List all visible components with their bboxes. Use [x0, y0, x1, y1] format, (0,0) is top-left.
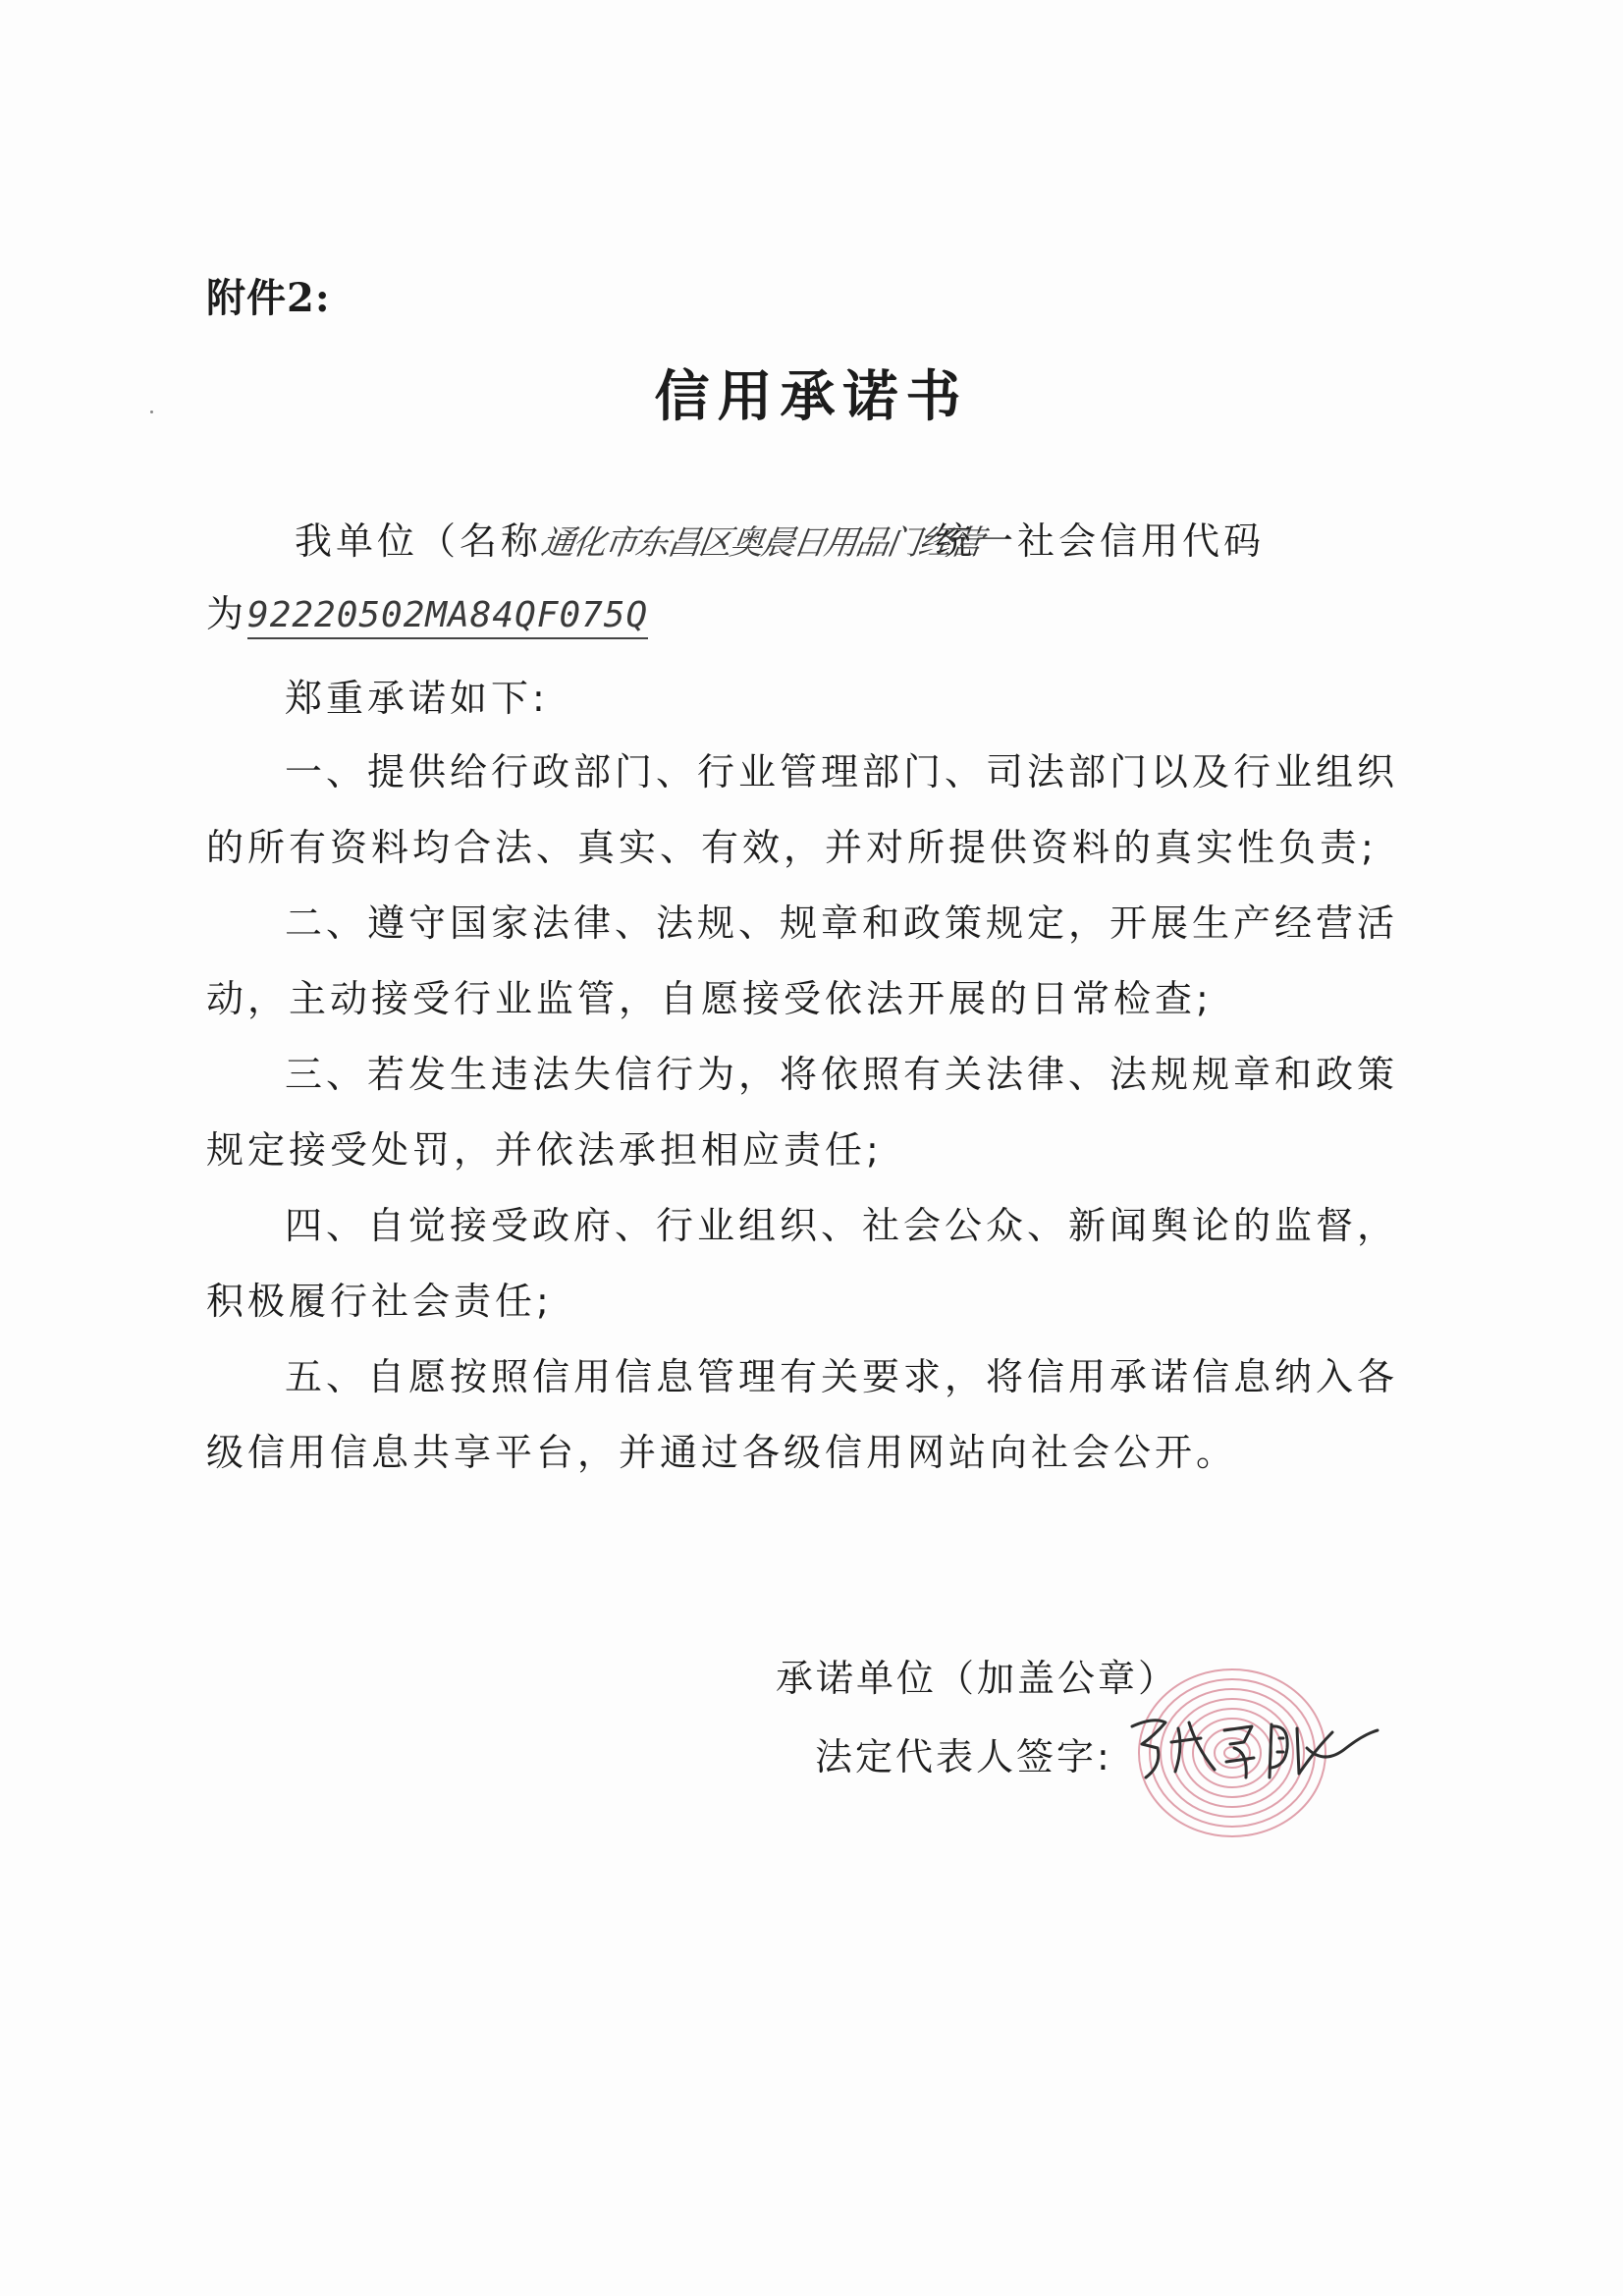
handwritten-company-name: 通化市东昌区奥晨日用品门经营 [538, 523, 985, 563]
commitment-1-line-1: 一、提供给行政部门、行业管理部门、司法部门以及行业组织 [285, 750, 1399, 793]
legal-rep-label: 法定代表人签字: [815, 1735, 1112, 1778]
commitment-4-line-1: 四、自觉接受政府、行业组织、社会公众、新闻舆论的监督， [285, 1204, 1399, 1247]
commit-heading: 郑重承诺如下: [285, 677, 549, 720]
commitment-2-line-2: 动，主动接受行业监管，自愿接受依法开展的日常检查; [206, 977, 1213, 1020]
commitment-1-line-2: 的所有资料均合法、真实、有效，并对所提供资料的真实性负责; [206, 826, 1378, 869]
commitment-3-line-1: 三、若发生违法失信行为，将依照有关法律、法规规章和政策 [285, 1053, 1399, 1096]
commitment-5-line-2: 级信用信息共享平台，并通过各级信用网站向社会公开。 [206, 1431, 1238, 1474]
intro-prefix: 我单位（名称 [295, 519, 543, 563]
intro-middle: 统一社会信用代码 [935, 519, 1266, 563]
commitment-3-line-2: 规定接受处罚，并依法承担相应责任; [206, 1128, 883, 1172]
document-title: 信用承诺书 [654, 364, 969, 429]
code-prefix: 为 [206, 592, 248, 635]
handwritten-credit-code: 92220502MA84QF075Q [247, 595, 648, 639]
attachment-label: 附件2: [206, 275, 331, 321]
commitment-5-line-1: 五、自愿按照信用信息管理有关要求，将信用承诺信息纳入各 [285, 1355, 1399, 1398]
handwritten-signature [1124, 1709, 1384, 1787]
intro-line-2 [206, 583, 648, 639]
commitment-4-line-2: 积极履行社会责任; [206, 1280, 553, 1323]
intro-line-1 [295, 511, 1265, 565]
commitment-2-line-1: 二、遵守国家法律、法规、规章和政策规定，开展生产经营活 [285, 902, 1399, 945]
unit-seal-label: 承诺单位（加盖公章） [776, 1657, 1179, 1700]
